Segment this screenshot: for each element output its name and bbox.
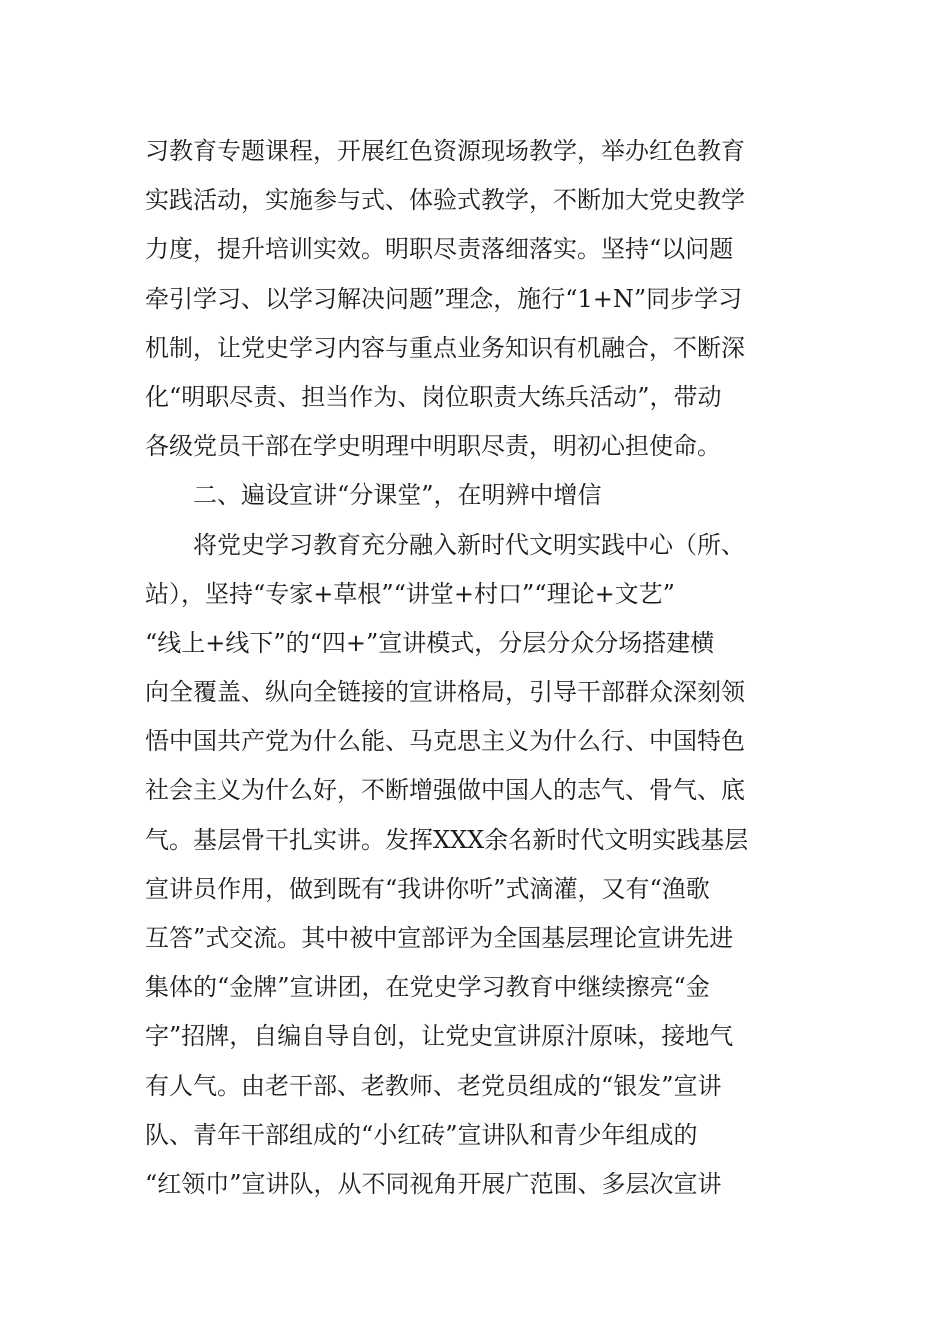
text-line: 站），坚持“专家+草根”“讲堂+村口”“理论+文艺” <box>145 579 675 608</box>
text-line: 各级党员干部在学史明理中明职尽责，明初心担使命。 <box>145 432 721 461</box>
text-line: “红领巾”宣讲队，从不同视角开展广范围、多层次宣讲 <box>145 1169 722 1198</box>
text-line: 向全覆盖、纵向全链接的宣讲格局，引导干部群众深刻领 <box>145 678 745 707</box>
text-line: 字”招牌，自编自导自创，让党史宣讲原汁原味，接地气 <box>145 1022 734 1051</box>
text-line: 队、青年干部组成的“小红砖”宣讲队和青少年组成的 <box>145 1120 698 1149</box>
text-line: 悟中国共产党为什么能、马克思主义为什么行、中国特色 <box>145 727 745 756</box>
text-line: 气。基层骨干扎实讲。发挥XXX余名新时代文明实践基层 <box>145 825 749 854</box>
paragraph-first-line: 将党史学习教育充分融入新时代文明实践中心（所、 <box>193 530 745 559</box>
document-body <box>145 127 810 1209</box>
text-line: 机制，让党史学习内容与重点业务知识有机融合，不断深 <box>145 333 745 362</box>
text-line: 有人气。由老干部、老教师、老党员组成的“银发”宣讲 <box>145 1071 722 1100</box>
text-line: 习教育专题课程，开展红色资源现场教学，举办红色教育 <box>145 137 745 165</box>
text-line: 实践活动，实施参与式、体验式教学，不断加大党史教学 <box>145 186 745 215</box>
text-line: 牵引学习、以学习解决问题”理念，施行“1+N”同步学习 <box>145 284 743 313</box>
text-line: 互答”式交流。其中被中宣部评为全国基层理论宣讲先进 <box>145 924 734 952</box>
text-line: 力度，提升培训实效。明职尽责落细落实。坚持“以问题 <box>145 235 734 264</box>
text-line: 化“明职尽责、担当作为、岗位职责大练兵活动”，带动 <box>145 382 722 411</box>
text-line: “线上+线下”的“四+”宣讲模式，分层分众分场搭建横 <box>145 628 715 657</box>
text-line: 集体的“金牌”宣讲团，在党史学习教育中继续擦亮“金 <box>145 973 710 1002</box>
section-heading: 二、遍设宣讲“分课堂”，在明辨中增信 <box>193 481 602 510</box>
text-line: 宣讲员作用，做到既有“我讲你听”式滴灌，又有“渔歌 <box>145 874 710 903</box>
text-line: 社会主义为什么好，不断增强做中国人的志气、骨气、底 <box>145 776 745 805</box>
